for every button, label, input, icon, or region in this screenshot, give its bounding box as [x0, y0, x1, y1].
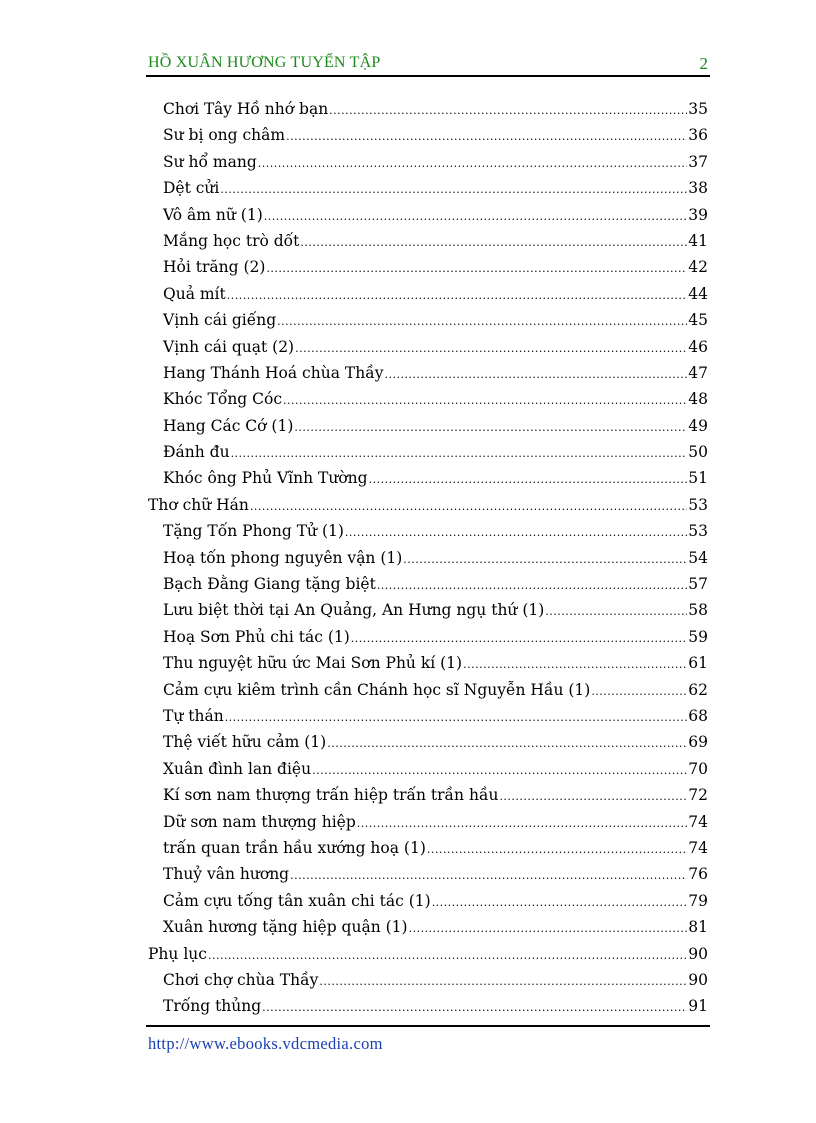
toc-entry[interactable]: [146, 914, 710, 940]
toc-page-number: 68: [688, 706, 708, 725]
dot-leader: [591, 679, 687, 703]
toc-entry-title: Mắng học trò dốt: [163, 231, 300, 250]
toc-entry-title: Hỏi trăng (2): [163, 258, 266, 277]
toc-page-number: 76: [688, 865, 708, 884]
toc-section[interactable]: [146, 941, 710, 967]
toc-page-number: 45: [688, 311, 708, 330]
toc-page-number: 54: [688, 548, 708, 567]
toc-entry-title: Bạch Đằng Giang tặng biệt: [163, 575, 376, 594]
toc-page-number: 59: [688, 627, 708, 646]
toc-page-number: 42: [688, 258, 708, 277]
dot-leader: [312, 758, 687, 782]
toc-entry-title: Chơi Tây Hồ nhớ bạn: [163, 100, 329, 118]
toc-entry[interactable]: [146, 281, 710, 307]
footer-link[interactable]: http://www.ebooks.vdcmedia.com: [148, 1034, 383, 1053]
toc-section[interactable]: [146, 492, 710, 518]
toc-entry[interactable]: [146, 782, 710, 808]
toc-page-number: 69: [688, 733, 708, 752]
toc-entry-title: Chơi chợ chùa Thầy: [163, 970, 319, 989]
dot-leader: [231, 441, 688, 465]
toc-entry[interactable]: [146, 518, 710, 544]
toc-page-number: 74: [688, 838, 708, 857]
toc-page-number: 39: [688, 205, 708, 224]
toc-entry[interactable]: [146, 650, 710, 676]
toc-page-number: 72: [688, 786, 708, 805]
dot-leader: [266, 256, 687, 280]
toc-entry[interactable]: [146, 254, 710, 280]
toc-entry[interactable]: [146, 571, 710, 597]
toc-entry-title: Sư bị ong châm: [163, 126, 286, 145]
toc-entry-title: Thơ chữ Hán: [148, 495, 249, 514]
toc-entry[interactable]: [146, 545, 710, 571]
toc-entry[interactable]: [146, 677, 710, 703]
toc-page-number: 41: [688, 231, 708, 250]
toc-entry[interactable]: [146, 993, 710, 1019]
toc-entry[interactable]: [146, 439, 710, 465]
toc-page-number: 57: [688, 575, 708, 594]
toc-page-number: 44: [688, 284, 708, 303]
toc-entry-title: Dữ sơn nam thượng hiệp: [163, 812, 356, 831]
dot-leader: [258, 151, 688, 175]
toc-page-number: 62: [688, 680, 708, 699]
header-rule: [146, 75, 710, 77]
dot-leader: [300, 230, 687, 254]
dot-leader: [262, 995, 687, 1019]
toc-entry-title: Cảm cựu kiêm trình cần Chánh học sĩ Nguyễn Hầu (1): [163, 680, 591, 699]
toc-entry[interactable]: [146, 967, 710, 993]
toc-page-number: 50: [688, 443, 708, 462]
dot-leader: [295, 336, 687, 360]
dot-leader: [264, 204, 688, 228]
toc-page-number: 37: [688, 152, 708, 171]
toc-entry[interactable]: [146, 465, 710, 491]
toc-page-number: 81: [688, 918, 708, 937]
toc-entry[interactable]: [146, 96, 710, 122]
toc-entry[interactable]: [146, 360, 710, 386]
toc-entry[interactable]: [146, 122, 710, 148]
toc-entry-title: trấn quan trần hầu xướng hoạ (1): [163, 838, 426, 857]
toc-page-number: 53: [688, 522, 708, 541]
dot-leader: [369, 467, 688, 491]
dot-leader: [208, 943, 687, 967]
toc-entry-title: Lưu biệt thời tại An Quảng, An Hưng ngụ thứ (1): [163, 601, 545, 620]
page-number: 2: [699, 54, 708, 73]
dot-leader: [220, 177, 687, 201]
toc-page-number: 79: [688, 891, 708, 910]
toc-entry-title: Dệt cửi: [163, 179, 220, 198]
dot-leader: [357, 811, 687, 835]
toc-page-number: 58: [688, 601, 708, 620]
toc-entry-title: Tặng Tốn Phong Tử (1): [163, 522, 344, 541]
dot-leader: [409, 916, 688, 940]
toc-entry-title: Đánh đu: [163, 443, 230, 462]
dot-leader: [290, 863, 687, 887]
dot-leader: [327, 731, 687, 755]
toc-entry-title: Kí sơn nam thượng trấn hiệp trấn trần hầu: [163, 786, 499, 805]
book-title: HỒ XUÂN HƯƠNG TUYỂN TẬP: [148, 54, 381, 71]
footer-rule: [146, 1025, 710, 1027]
toc-entry-title: Tự thán: [163, 706, 224, 725]
toc-entry[interactable]: [146, 729, 710, 755]
dot-leader: [329, 98, 687, 122]
toc-entry-title: Thuỷ vân hương: [163, 865, 290, 884]
dot-leader: [250, 494, 687, 518]
toc-entry[interactable]: [146, 413, 710, 439]
dot-leader: [427, 837, 687, 861]
toc-page-number: 36: [688, 126, 708, 145]
toc-entry-title: Vịnh cái quạt (2): [163, 337, 295, 356]
toc-entry[interactable]: [146, 202, 710, 228]
toc-entry-title: Thu nguyệt hữu ức Mai Sơn Phủ kí (1): [163, 654, 463, 673]
toc-page-number: 46: [688, 337, 708, 356]
dot-leader: [225, 705, 688, 729]
toc-entry[interactable]: [146, 334, 710, 360]
toc-entry[interactable]: [146, 175, 710, 201]
toc-entry-title: Thệ viết hữu cảm (1): [163, 733, 327, 752]
toc-entry[interactable]: [146, 228, 710, 254]
toc-entry-title: Vô âm nữ (1): [163, 205, 263, 224]
dot-leader: [283, 388, 687, 412]
toc-entry-title: Trống thủng: [163, 997, 262, 1016]
dot-leader: [499, 784, 687, 808]
toc-entry-title: Cảm cựu tống tân xuân chi tác (1): [163, 891, 431, 910]
toc-entry-title: Sư hổ mang: [163, 152, 257, 171]
dot-leader: [377, 573, 687, 597]
toc-entry[interactable]: [146, 624, 710, 650]
dot-leader: [345, 520, 687, 544]
toc-page-number: 49: [688, 416, 708, 435]
toc-entry[interactable]: [146, 888, 710, 914]
toc-page-number: 90: [688, 944, 708, 963]
toc-page-number: 90: [688, 970, 708, 989]
toc-page-number: 61: [688, 654, 708, 673]
toc-entry[interactable]: [146, 703, 710, 729]
toc-entry-title: Quả mít: [163, 284, 226, 303]
toc-entry[interactable]: [146, 386, 710, 412]
dot-leader: [403, 547, 687, 571]
toc-entry-title: Phụ lục: [148, 944, 207, 963]
toc-page-number: 91: [688, 997, 708, 1016]
toc-entry-title: Hoạ tốn phong nguyên vận (1): [163, 548, 403, 567]
dot-leader: [351, 626, 687, 650]
toc-page-number: 74: [688, 812, 708, 831]
toc-entry[interactable]: [146, 835, 710, 861]
toc-entry[interactable]: [146, 149, 710, 175]
dot-leader: [319, 969, 687, 993]
toc-entry-title: Khóc ông Phủ Vĩnh Tường: [163, 469, 368, 488]
toc-entry-title: Hang Các Cớ (1): [163, 416, 294, 435]
page-header: [146, 51, 710, 77]
toc-page-number: 35: [688, 100, 708, 118]
dot-leader: [277, 309, 687, 333]
dot-leader: [545, 599, 687, 623]
dot-leader: [463, 652, 687, 676]
toc-page-number: 51: [688, 469, 708, 488]
toc-entry[interactable]: [146, 861, 710, 887]
toc-entry-title: Khóc Tổng Cóc: [163, 390, 283, 409]
table-of-contents: [146, 96, 710, 1020]
toc-page-number: 48: [688, 390, 708, 409]
toc-entry[interactable]: [146, 809, 710, 835]
toc-page-number: 38: [688, 179, 708, 198]
toc-entry-title: Hoạ Sơn Phủ chi tác (1): [163, 627, 350, 646]
toc-page-number: 70: [688, 759, 708, 778]
toc-entry-title: Xuân đình lan điệu: [163, 759, 312, 778]
toc-entry[interactable]: [146, 597, 710, 623]
toc-page-number: 47: [688, 363, 708, 382]
toc-entry-title: Xuân hương tặng hiệp quận (1): [163, 918, 408, 937]
dot-leader: [227, 283, 688, 307]
dot-leader: [432, 890, 688, 914]
toc-entry[interactable]: [146, 756, 710, 782]
toc-entry[interactable]: [146, 307, 710, 333]
toc-entry-title: Vịnh cái giếng: [163, 311, 277, 330]
dot-leader: [384, 362, 687, 386]
dot-leader: [286, 124, 687, 148]
toc-entry-title: Hang Thánh Hoá chùa Thầy: [163, 363, 384, 382]
toc-page-number: 53: [688, 495, 708, 514]
dot-leader: [294, 415, 687, 439]
